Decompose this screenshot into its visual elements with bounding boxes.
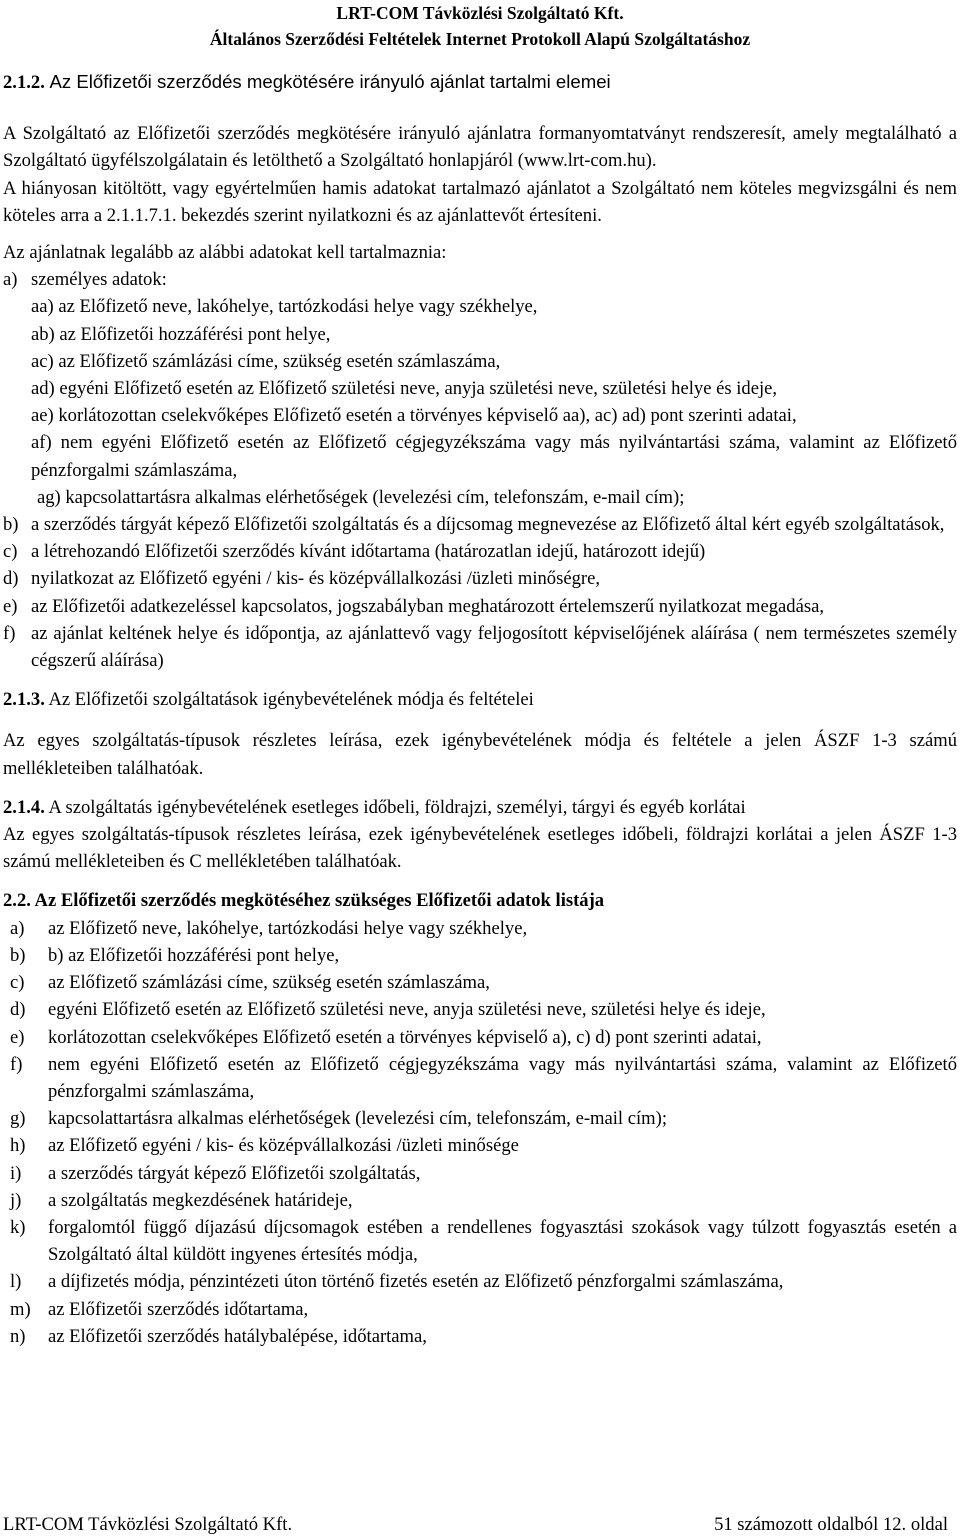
sublist-item: ag) kapcsolattartásra alkalmas elérhetőségek (levelezési cím, telefonszám, e-mail cím); [37,486,685,508]
list-label: d) [10,999,26,1021]
list-text: az Előfizető egyéni / kis- és középvállalkozási /üzleti minősége [48,1135,519,1157]
page-header [0,0,960,52]
section-title: Az Előfizetői szerződés megkötésére irányuló ajánlat tartalmi elemei [49,71,611,92]
list-label: c) [10,972,25,994]
sublist-item: aa) az Előfizető neve, lakóhelye, tartózkodási helye vagy székhelye, [31,296,538,318]
list-text: a díjfizetés módja, pénzintézeti úton történő fizetés esetén az Előfizető pénzforgalmi számlaszáma, [48,1271,784,1293]
list-label: a) [10,917,25,939]
section-number: 2.1.3. [3,689,45,711]
list-item [10,1024,957,1051]
sublist [3,293,957,511]
list-item [3,565,957,592]
list-label: l) [10,1271,22,1293]
section-heading-213 [3,686,957,713]
list-label: h) [10,1135,26,1157]
list-text: az ajánlat keltének helye és időpontja, az ajánlattevő vagy feljogosított képviselőjének aláírása ( nem természetes személy cégszerű aláírása) [31,622,957,672]
list-text: a szerződés tárgyát képező Előfizetői szolgáltatás, [48,1162,421,1184]
list-text: nem egyéni Előfizető esetén az Előfizető cégjegyzékszáma vagy más nyilvántartási száma, valamint az Előfizető pénzforgalmi számlaszáma, [48,1053,957,1102]
list-item [10,942,957,969]
list-item [3,620,957,674]
list-item [10,915,957,942]
paragraph: Az ajánlatnak legalább az alábbi adatokat kell tartalmaznia: [3,242,447,264]
list-item [10,1187,957,1214]
list-text: személyes adatok: [31,269,167,291]
section-heading-212 [3,68,957,96]
list-text: nyilatkozat az Előfizető egyéni / kis- és középvállalkozási /üzleti minőségre, [31,568,600,590]
list-text: az Előfizetői szerződés hatálybalépése, időtartama, [48,1325,427,1347]
list-item [10,996,957,1023]
sublist-item: af) nem egyéni Előfizető esetén az Előfizető cégjegyzékszáma vagy más nyilvántartási száma, valamint az Előfizető pénzforgalmi számlaszáma, [31,432,957,481]
list-text: kapcsolattartásra alkalmas elérhetőségek (levelezési cím, telefonszám, e-mail cím); [48,1108,667,1130]
section-number: 2.1.4. [3,796,45,818]
list-item [10,1105,957,1132]
list-label: n) [10,1325,26,1347]
list-label: k) [10,1216,26,1238]
list-text: az Előfizetői szerződés időtartama, [48,1298,309,1320]
list-item [3,511,957,538]
header-company: LRT-COM Távközlési Szolgáltató Kft. [336,3,624,23]
list-item [10,969,957,996]
paragraph: Az egyes szolgáltatás-típusok részletes leírása, ezek igénybevételének módja és feltétele a jelen ÁSZF 1-3 számú mellékleteiben találhatóak. [3,730,957,779]
list-label: j) [10,1189,22,1211]
list-item [10,1051,957,1105]
header-subtitle: Általános Szerződési Feltételek Internet Protokoll Alapú Szolgáltatáshoz [209,29,751,49]
paragraph: A Szolgáltató az Előfizetői szerződés megkötésére irányuló ajánlatra formanyomtatványt rendszeresít, amely megtalálható a Szolgáltató ügyfélszolgálatain és letölthető a Szolgáltató honlapjáról (www.lrt-com.hu). [3,123,957,172]
list-text: egyéni Előfizető esetén az Előfizető születési neve, anyja születési neve, születési helye és ideje, [48,999,766,1021]
list-label: g) [10,1108,26,1130]
section-number: 2.1.2. [3,72,45,93]
list-label: b) [3,514,19,536]
sublist-item: ac) az Előfizető számlázási címe, szükség esetén számlaszáma, [31,350,501,372]
list-item [3,538,957,565]
list-text: az Előfizetői adatkezeléssel kapcsolatos, jogszabályban meghatározott értelemszerű nyilatkozat megadása, [31,595,824,617]
list-text: a szolgáltatás megkezdésének határideje, [48,1189,353,1211]
list-label: a) [3,269,18,291]
list-label: f) [3,622,16,644]
list-item [10,1268,957,1295]
document-body [3,68,957,1350]
list-item [10,1296,957,1323]
paragraph: A hiányosan kitöltött, vagy egyértelműen hamis adatokat tartalmazó ajánlatot a Szolgáltató nem köteles megvizsgálni és nem köteles arra a 2.1.1.7.1. bekezdés szerint nyilatkozni és az ajánlattevőt értesíteni. [3,177,957,226]
list-text: a létrehozandó Előfizetői szerződés kívánt időtartama (határozatlan idejű, határozott idejű) [31,541,706,563]
list-label: b) [10,944,26,966]
page-footer [3,1513,948,1537]
section-title: Az Előfizetői szolgáltatások igénybevételének módja és feltételei [48,689,534,711]
paragraph: Az egyes szolgáltatás-típusok részletes leírása, ezek igénybevételének esetleges időbeli, földrajzi korlátai a jelen ÁSZF 1-3 számú mellékleteiben és C mellékletében találhatóak. [3,824,957,873]
list-label: m) [10,1298,31,1320]
section-title: Az Előfizetői szerződés megkötéséhez szükséges Előfizetői adatok listája [34,890,605,912]
section-heading-214 [3,794,957,821]
list-item [10,1214,957,1268]
list-label: c) [3,541,18,563]
list-item [10,1132,957,1159]
list-text: az Előfizető neve, lakóhelye, tartózkodási helye vagy székhelye, [48,917,528,939]
section-number: 2.2. [3,890,31,912]
list-item [10,1160,957,1187]
list-label: e) [10,1026,25,1048]
list-label: i) [10,1162,22,1184]
list-text: a szerződés tárgyát képező Előfizetői szolgáltatás és a díjcsomag megnevezése az Előfizető által kért egyéb szolgáltatások, [31,514,945,536]
list-item [10,1323,957,1350]
list-text: korlátozottan cselekvőképes Előfizető esetén a törvényes képviselő a), c) d) pont szerinti adatai, [48,1026,762,1048]
list-text: b) az Előfizetői hozzáférési pont helye, [48,944,340,966]
list-item [3,593,957,620]
section-title: A szolgáltatás igénybevételének esetleges időbeli, földrajzi, személyi, tárgyi és egyéb korlátai [48,796,746,818]
list-text: forgalomtól függő díjazású díjcsomagok estében a rendellenes fogyasztási szokások vagy túlzott fogyasztás esetén a Szolgáltató által küldött ingyenes értesítés módja, [48,1216,957,1266]
sublist-item: ad) egyéni Előfizető esetén az Előfizető születési neve, anyja születési neve, születési helye és ideje, [31,378,778,400]
data-list [3,915,957,1350]
sublist-item: ae) korlátozottan cselekvőképes Előfizető esetén a törvényes képviselő aa), ac) ad) pont szerinti adatai, [31,405,797,427]
sublist-item: ab) az Előfizetői hozzáférési pont helye, [31,323,331,345]
list-label: d) [3,568,19,590]
list-item [3,266,957,293]
list-text: az Előfizető számlázási címe, szükség esetén számlaszáma, [48,972,490,994]
footer-company: LRT-COM Távközlési Szolgáltató Kft. [3,1514,293,1535]
list-label: e) [3,595,18,617]
list-label: f) [10,1053,23,1075]
section-heading-22 [3,887,957,914]
footer-page-number: 51 számozott oldalból 12. oldal [714,1514,948,1535]
